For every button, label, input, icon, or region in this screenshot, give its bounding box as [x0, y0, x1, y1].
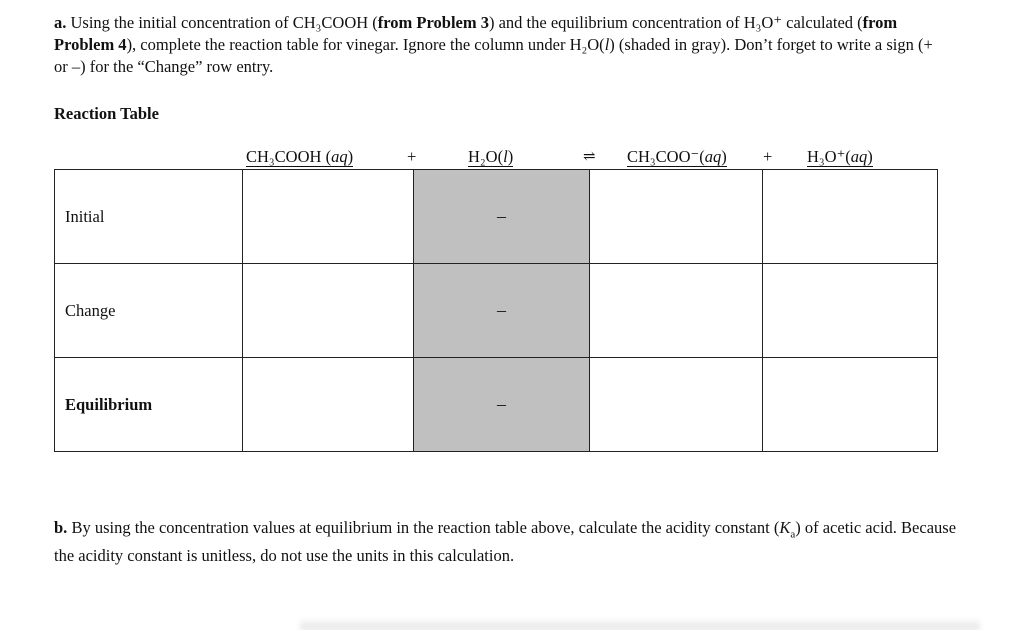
part-a-text-2: ) and the equilibrium concentration of H₃O⁺ calculated (	[488, 13, 863, 32]
header-plus-2: +	[763, 147, 773, 166]
part-b-text-2: ) of acetic acid. Because the acidity constant is unitless, do not use the units in this calculation.	[54, 518, 957, 566]
part-a-label: a.	[54, 13, 67, 32]
part-b-label: b.	[54, 518, 68, 537]
cell-equilibrium-acetic-acid[interactable]	[243, 358, 414, 452]
cell-initial-acetic-acid[interactable]	[243, 170, 414, 264]
row-label-equilibrium: Equilibrium	[55, 358, 243, 452]
part-b-instructions	[54, 517, 964, 567]
part-a-ref-problem-4: from Problem 4	[54, 13, 898, 54]
reaction-table-heading: Reaction Table	[54, 104, 159, 123]
cell-initial-water-shaded: –	[414, 170, 589, 264]
cell-equilibrium-water-shaded: –	[414, 358, 589, 452]
part-a-text-4: ) (shaded in gray). Don’t forget to write a sign (+ or –) for the “Change” row entry.	[54, 35, 933, 76]
cell-change-acetate[interactable]	[589, 264, 762, 358]
part-a-text-1: Using the initial concentration of CH₃COOH (	[66, 13, 378, 32]
page-shadow	[300, 618, 980, 630]
part-a-text-3: ), complete the reaction table for vinegar. Ignore the column under H₂O(	[126, 35, 605, 54]
row-label-initial: Initial	[55, 170, 243, 264]
table-row-initial	[55, 170, 938, 264]
cell-equilibrium-acetate[interactable]	[589, 358, 762, 452]
cell-equilibrium-hydronium[interactable]	[762, 358, 937, 452]
part-b-text-1: By using the concentration values at equilibrium in the reaction table above, calculate the acidity constant (	[67, 518, 780, 537]
reaction-table	[54, 169, 938, 452]
cell-change-acetic-acid[interactable]	[243, 264, 414, 358]
part-a-ref-problem-3: from Problem 3	[377, 13, 489, 32]
header-product-acetate: CH₃COO⁻(aq)	[627, 147, 727, 166]
cell-initial-acetate[interactable]	[589, 170, 762, 264]
header-reactant-acetic-acid: CH₃COOH (aq)	[246, 147, 354, 166]
header-reactant-water: H₂O(l)	[468, 147, 514, 166]
table-row-equilibrium	[55, 358, 938, 452]
cell-change-hydronium[interactable]	[762, 264, 937, 358]
cell-change-water-shaded: –	[414, 264, 589, 358]
row-label-change: Change	[55, 264, 243, 358]
part-b-k-subscript: a	[790, 528, 796, 541]
equilibrium-arrow-icon: ⇌	[583, 149, 596, 165]
part-b-k-symbol: K	[779, 518, 791, 537]
part-a-liquid-symbol: l	[604, 35, 610, 54]
header-plus-1: +	[407, 147, 417, 166]
table-row-change	[55, 264, 938, 358]
cell-initial-hydronium[interactable]	[762, 170, 937, 264]
part-a-instructions	[54, 12, 934, 78]
header-product-hydronium: H₃O⁺(aq)	[807, 147, 873, 166]
